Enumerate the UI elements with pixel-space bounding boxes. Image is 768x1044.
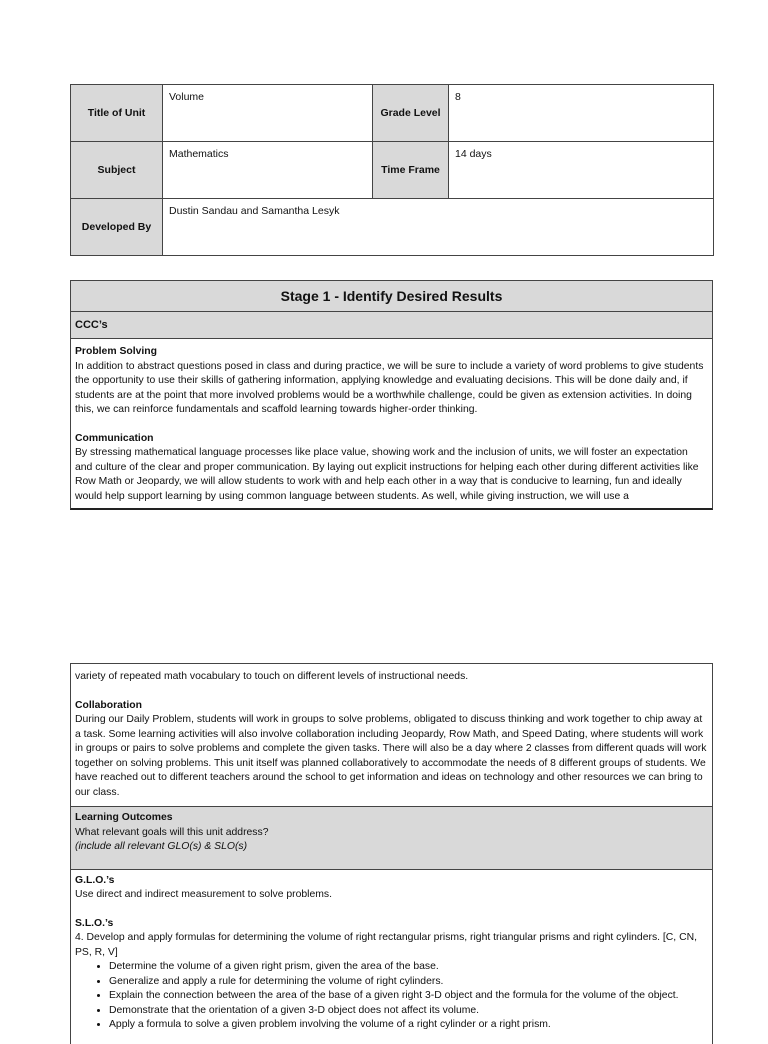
collaboration-heading: Collaboration [75,699,142,711]
continuation-body [71,664,712,806]
title-of-unit-value: Volume [163,85,373,142]
list-item: • Determine the volume of a given right prism, given the area of the base. [109,960,708,975]
list-item: • Explain the connection between the area of the base of a given right 3-D object and the formula for the volume of the object. [109,989,708,1004]
slo-list [75,960,708,1033]
glo-text: Use direct and indirect measurement to solve problems. [75,889,332,900]
list-item: • Apply a formula to solve a given problem involving the volume of a right cylinder or a right prism. [109,1018,708,1033]
communication-heading: Communication [75,432,154,444]
problem-solving-heading: Problem Solving [75,346,157,357]
list-item: • Demonstrate that the orientation of a given 3-D object does not affect its volume. [109,1004,708,1019]
continuation-section [70,663,713,1044]
continuation-text: variety of repeated math vocabulary to touch on different levels of instructional needs. [75,671,469,682]
title-of-unit-label: Title of Unit [71,85,163,142]
learning-outcomes-question: What relevant goals will this unit address? [75,826,269,838]
subject-value: Mathematics [163,142,373,199]
stage1-section [70,280,713,510]
learning-outcomes-box [71,806,712,870]
subject-label: Subject [71,142,163,199]
problem-solving-text: In addition to abstract questions posed in class and during practice, we will be sure to include a variety of word problems to give students the opportunity to use their skills of gathering information, applying knowledge and evaluating decisions. This will be done daily and, if students are at the point that more involved problems would be a worthwhile challenge, could be given as extension activities. In doing this, we can reinforce fundamentals and scaffold learning towards higher-order thinking. [75,360,704,415]
time-frame-value: 14 days [449,142,714,199]
developed-by-value: Dustin Sandau and Samantha Lesyk [163,199,714,256]
learning-outcomes-heading: Learning Outcomes [75,812,173,823]
slo-heading: S.L.O.’s [75,917,114,929]
glo-heading: G.L.O.’s [75,874,115,886]
ccc-heading: CCC’s [71,312,712,339]
developed-by-label: Developed By [71,199,163,256]
ccc-body [71,339,712,508]
slo-text: 4. Develop and apply formulas for determining the volume of right rectangular prisms, right triangular prisms and right cylinders. [C, CN, PS, R, V] [75,932,697,958]
learning-outcomes-note: (include all relevant GLO(s) & SLO(s) [75,841,248,852]
glo-slo-section [71,870,712,1037]
communication-text: By stressing mathematical language processes like place value, showing work and the inclusion of units, we will foster an expectation and culture of the clear and proper communication. By laying out explicit instructions for helping each other during different activities like Row Math or Jeopardy, we will allow students to work with and help each other in a way that is conducive to learning, fun and ideally would help support learning by using common language between students. As well, while giving instruction, we will use a [75,447,699,502]
collaboration-text: During our Daily Problem, students will work in groups to solve problems, obligated to discuss thinking and work together to chip away at a task. Some learning activities will also involve collaboration including Jeopardy, Row Math, and Speed Dating, where students will work in groups or pairs to solve problems and complete the given tasks. There will also be a day where 2 classes from different quads will work together on solving problems. This unit itself was planned collaboratively to accommodate the needs of 8 different groups of students. We have reached out to different teachers around the school to get information and ideas on technology and other resources we can bring to our class. [75,714,707,798]
time-frame-label: Time Frame [373,142,449,199]
grade-level-value: 8 [449,85,714,142]
unit-info-table [70,84,714,256]
stage1-title: Stage 1 - Identify Desired Results [71,281,712,312]
list-item: • Generalize and apply a rule for determining the volume of right cylinders. [109,975,708,990]
grade-level-label: Grade Level [373,85,449,142]
